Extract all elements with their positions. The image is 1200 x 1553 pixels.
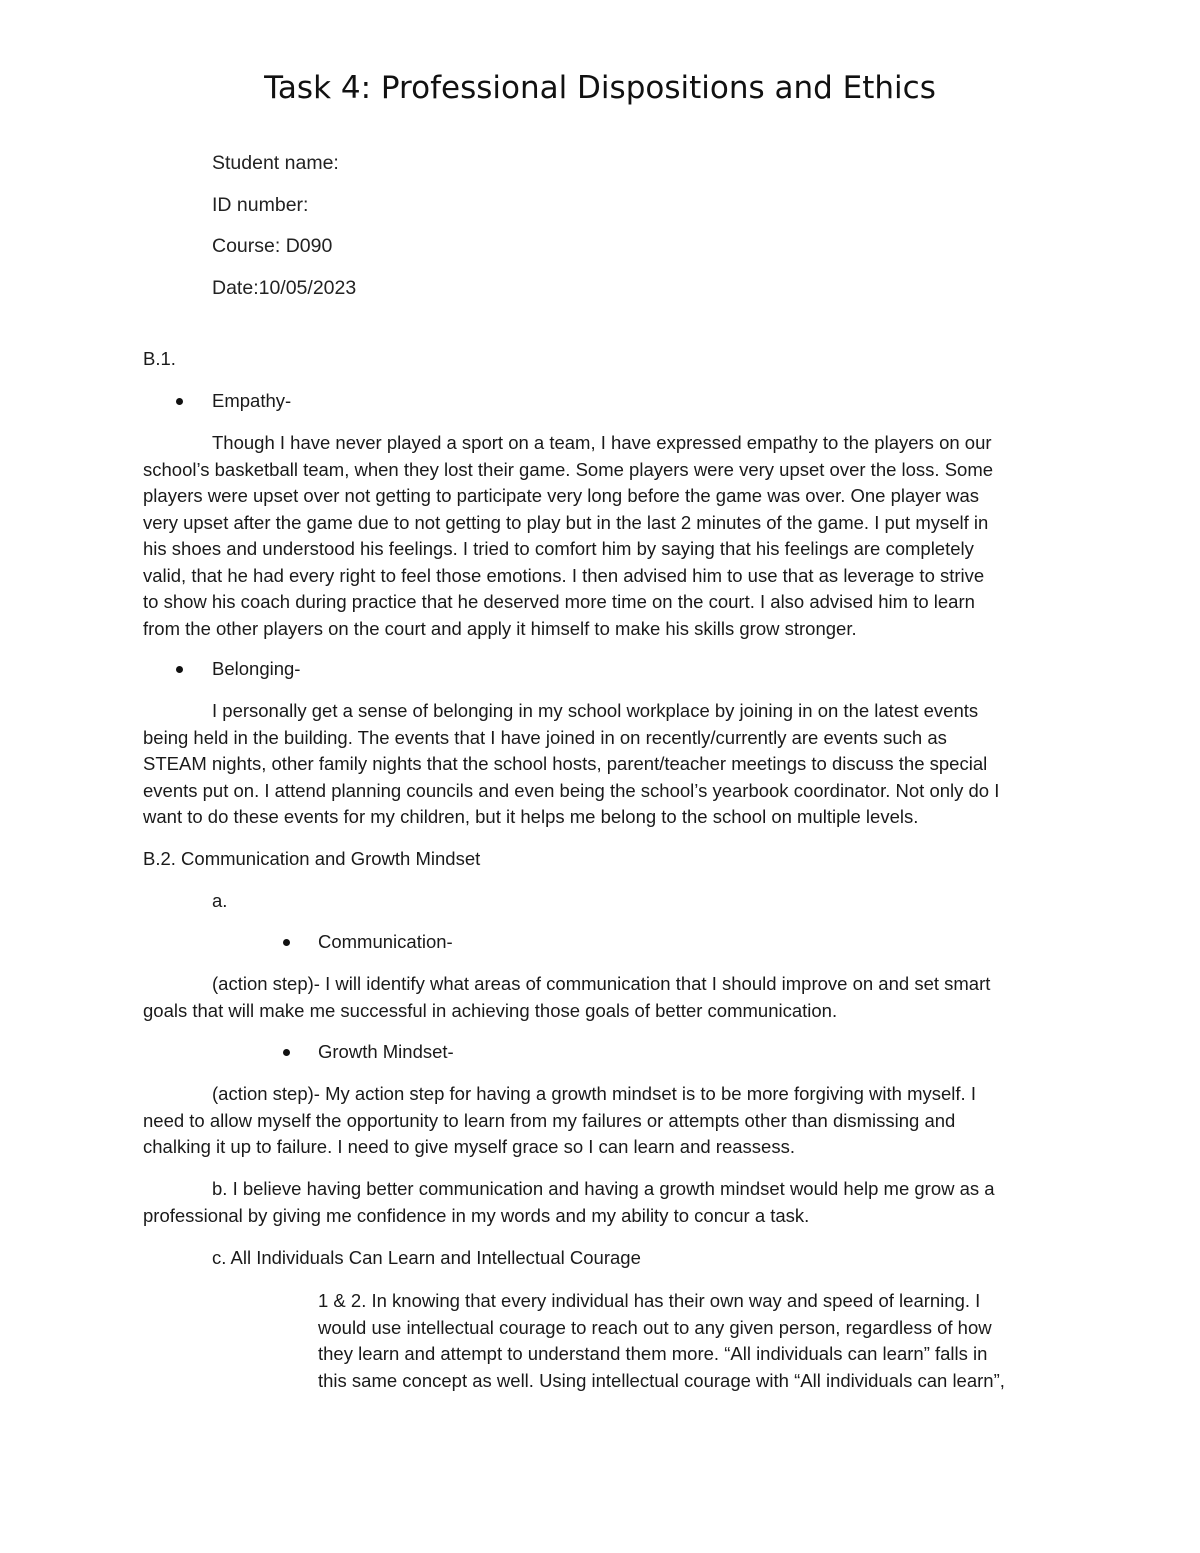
item-a-label: a. [212, 890, 228, 911]
paragraph-line: (action step)- My action step for having a growth mindset is to be more forgiving with myself. I [212, 1083, 976, 1104]
section-b1-heading: B.1. [143, 348, 176, 369]
bullet-icon [283, 1049, 290, 1056]
paragraph-line: his shoes and understood his feelings. I tried to comfort him by saying that his feelings are completely [143, 538, 974, 559]
bullet-icon [176, 666, 183, 673]
paragraph-line: from the other players on the court and apply it himself to make his skills grow stronger. [143, 617, 857, 639]
id-number-field: ID number: [212, 194, 309, 216]
paragraph-line: (action step)- I will identify what areas of communication that I should improve on and set smart [212, 973, 991, 994]
course-field: Course: D090 [212, 235, 333, 257]
bullet-icon [176, 398, 183, 405]
paragraph-line: want to do these events for my children, but it helps me belong to the school on multiple levels. [143, 806, 919, 827]
paragraph-line: being held in the building. The events that I have joined in on recently/currently are events such as [143, 726, 947, 748]
empathy-label: Empathy- [212, 390, 292, 411]
belonging-label: Belonging- [212, 658, 301, 679]
paragraph-line: professional by giving me confidence in my words and my ability to concur a task. [143, 1204, 810, 1226]
student-name-field: Student name: [212, 152, 339, 174]
paragraph-line: events put on. I attend planning councils and even being the school’s yearbook coordinator. Not only do I [143, 779, 1000, 801]
paragraph-line: players were upset over not getting to participate very long before the game was over. One player was [143, 485, 980, 506]
paragraph-line: school’s basketball team, when they lost their game. Some players were very upset over the loss. Some [143, 458, 994, 480]
paragraph-line: they learn and attempt to understand them more. “All individuals can learn” falls in [318, 1343, 988, 1364]
paragraph-line: valid, that he had every right to feel those emotions. I then advised him to use that as leverage to strive [143, 564, 985, 586]
bullet-icon [283, 939, 290, 946]
section-b2-heading: B.2. Communication and Growth Mindset [143, 848, 481, 869]
paragraph-line: need to allow myself the opportunity to learn from my failures or attempts other than dismissing and [143, 1109, 956, 1131]
paragraph-line: to show his coach during practice that he deserved more time on the court. I also advised him to learn [143, 591, 975, 612]
paragraph-line: this same concept as well. Using intellectual courage with “All individuals can learn”, [318, 1369, 1005, 1391]
date-field: Date:10/05/2023 [212, 277, 357, 299]
communication-label: Communication- [318, 931, 453, 952]
paragraph-line: I personally get a sense of belonging in my school workplace by joining in on the latest events [212, 700, 979, 721]
document-title: Task 4: Professional Dispositions and Ethics [264, 70, 936, 106]
paragraph-line: STEAM nights, other family nights that the school hosts, parent/teacher meetings to discuss the special [143, 753, 988, 774]
paragraph-line: very upset after the game due to not getting to play but in the last 2 minutes of the game. I put myself in [143, 511, 989, 533]
paragraph-line: chalking it up to failure. I need to give myself grace so I can learn and reassess. [143, 1136, 795, 1157]
paragraph-line: goals that will make me successful in achieving those goals of better communication. [143, 999, 838, 1021]
item-c-heading: c. All Individuals Can Learn and Intellectual Courage [212, 1247, 641, 1268]
paragraph-line: would use intellectual courage to reach out to any given person, regardless of how [318, 1316, 992, 1338]
growth-mindset-label: Growth Mindset- [318, 1041, 454, 1062]
paragraph-line: 1 & 2. In knowing that every individual has their own way and speed of learning. I [318, 1290, 981, 1311]
paragraph-line: Though I have never played a sport on a team, I have expressed empathy to the players on our [212, 432, 992, 453]
paragraph-line: b. I believe having better communication and having a growth mindset would help me grow as a [212, 1178, 995, 1199]
